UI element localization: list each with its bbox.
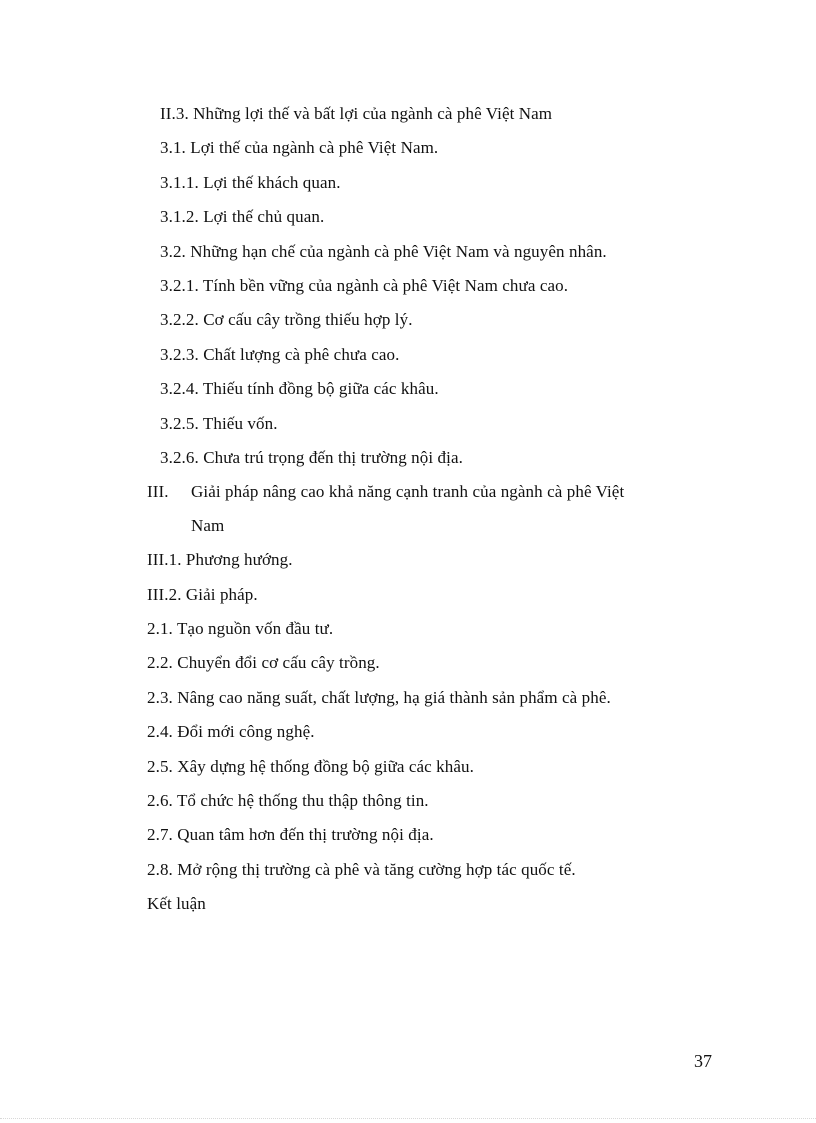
toc-item-3-2-6: 3.2.6. Chưa trú trọng đến thị trường nội địa. <box>160 448 463 467</box>
toc-item-iii-1: III.1. Phương hướng. <box>147 550 293 569</box>
toc-item-3-2: 3.2. Những hạn chế của ngành cà phê Việt Nam và nguyên nhân. <box>160 242 607 261</box>
toc-item-3-2-5: 3.2.5. Thiếu vốn. <box>160 414 278 433</box>
toc-item-3-1-2: 3.1.2. Lợi thế chủ quan. <box>160 207 325 226</box>
page-bottom-divider <box>0 1118 816 1119</box>
toc-item-3-2-1: 3.2.1. Tính bền vững của ngành cà phê Việt Nam chưa cao. <box>160 276 569 295</box>
toc-item-2-8: 2.8. Mở rộng thị trường cà phê và tăng cường hợp tác quốc tế. <box>147 860 576 879</box>
toc-item-iii-2: III.2. Giải pháp. <box>147 585 258 604</box>
toc-item-ii-3: II.3. Những lợi thế và bất lợi của ngành cà phê Việt Nam <box>160 104 553 123</box>
toc-item-iii <box>147 481 624 503</box>
toc-item-2-1: 2.1. Tạo nguồn vốn đầu tư. <box>147 619 334 638</box>
page-number: 37 <box>694 1051 712 1071</box>
toc-item-2-2: 2.2. Chuyển đổi cơ cấu cây trồng. <box>147 653 380 672</box>
toc-item-iii-title-continuation: Nam <box>191 516 225 535</box>
toc-item-3-1: 3.1. Lợi thế của ngành cà phê Việt Nam. <box>160 138 439 157</box>
toc-item-3-2-2: 3.2.2. Cơ cấu cây trồng thiếu hợp lý. <box>160 310 413 329</box>
toc-item-2-7: 2.7. Quan tâm hơn đến thị trường nội địa. <box>147 825 434 844</box>
toc-item-2-5: 2.5. Xây dựng hệ thống đồng bộ giữa các khâu. <box>147 757 474 776</box>
toc-item-ket-luan: Kết luận <box>147 894 206 913</box>
toc-item-2-3: 2.3. Nâng cao năng suất, chất lượng, hạ giá thành sản phẩm cà phê. <box>147 688 611 707</box>
toc-item-iii-title: Giải pháp nâng cao khả năng cạnh tranh của ngành cà phê Việt <box>191 482 625 501</box>
toc-item-3-1-1: 3.1.1. Lợi thế khách quan. <box>160 173 341 192</box>
toc-item-iii-number: III. <box>147 482 169 501</box>
toc-item-3-2-3: 3.2.3. Chất lượng cà phê chưa cao. <box>160 345 400 364</box>
toc-item-2-6: 2.6. Tổ chức hệ thống thu thập thông tin. <box>147 791 429 810</box>
toc-item-3-2-4: 3.2.4. Thiếu tính đồng bộ giữa các khâu. <box>160 379 439 398</box>
toc-item-2-4: 2.4. Đổi mới công nghệ. <box>147 722 315 741</box>
